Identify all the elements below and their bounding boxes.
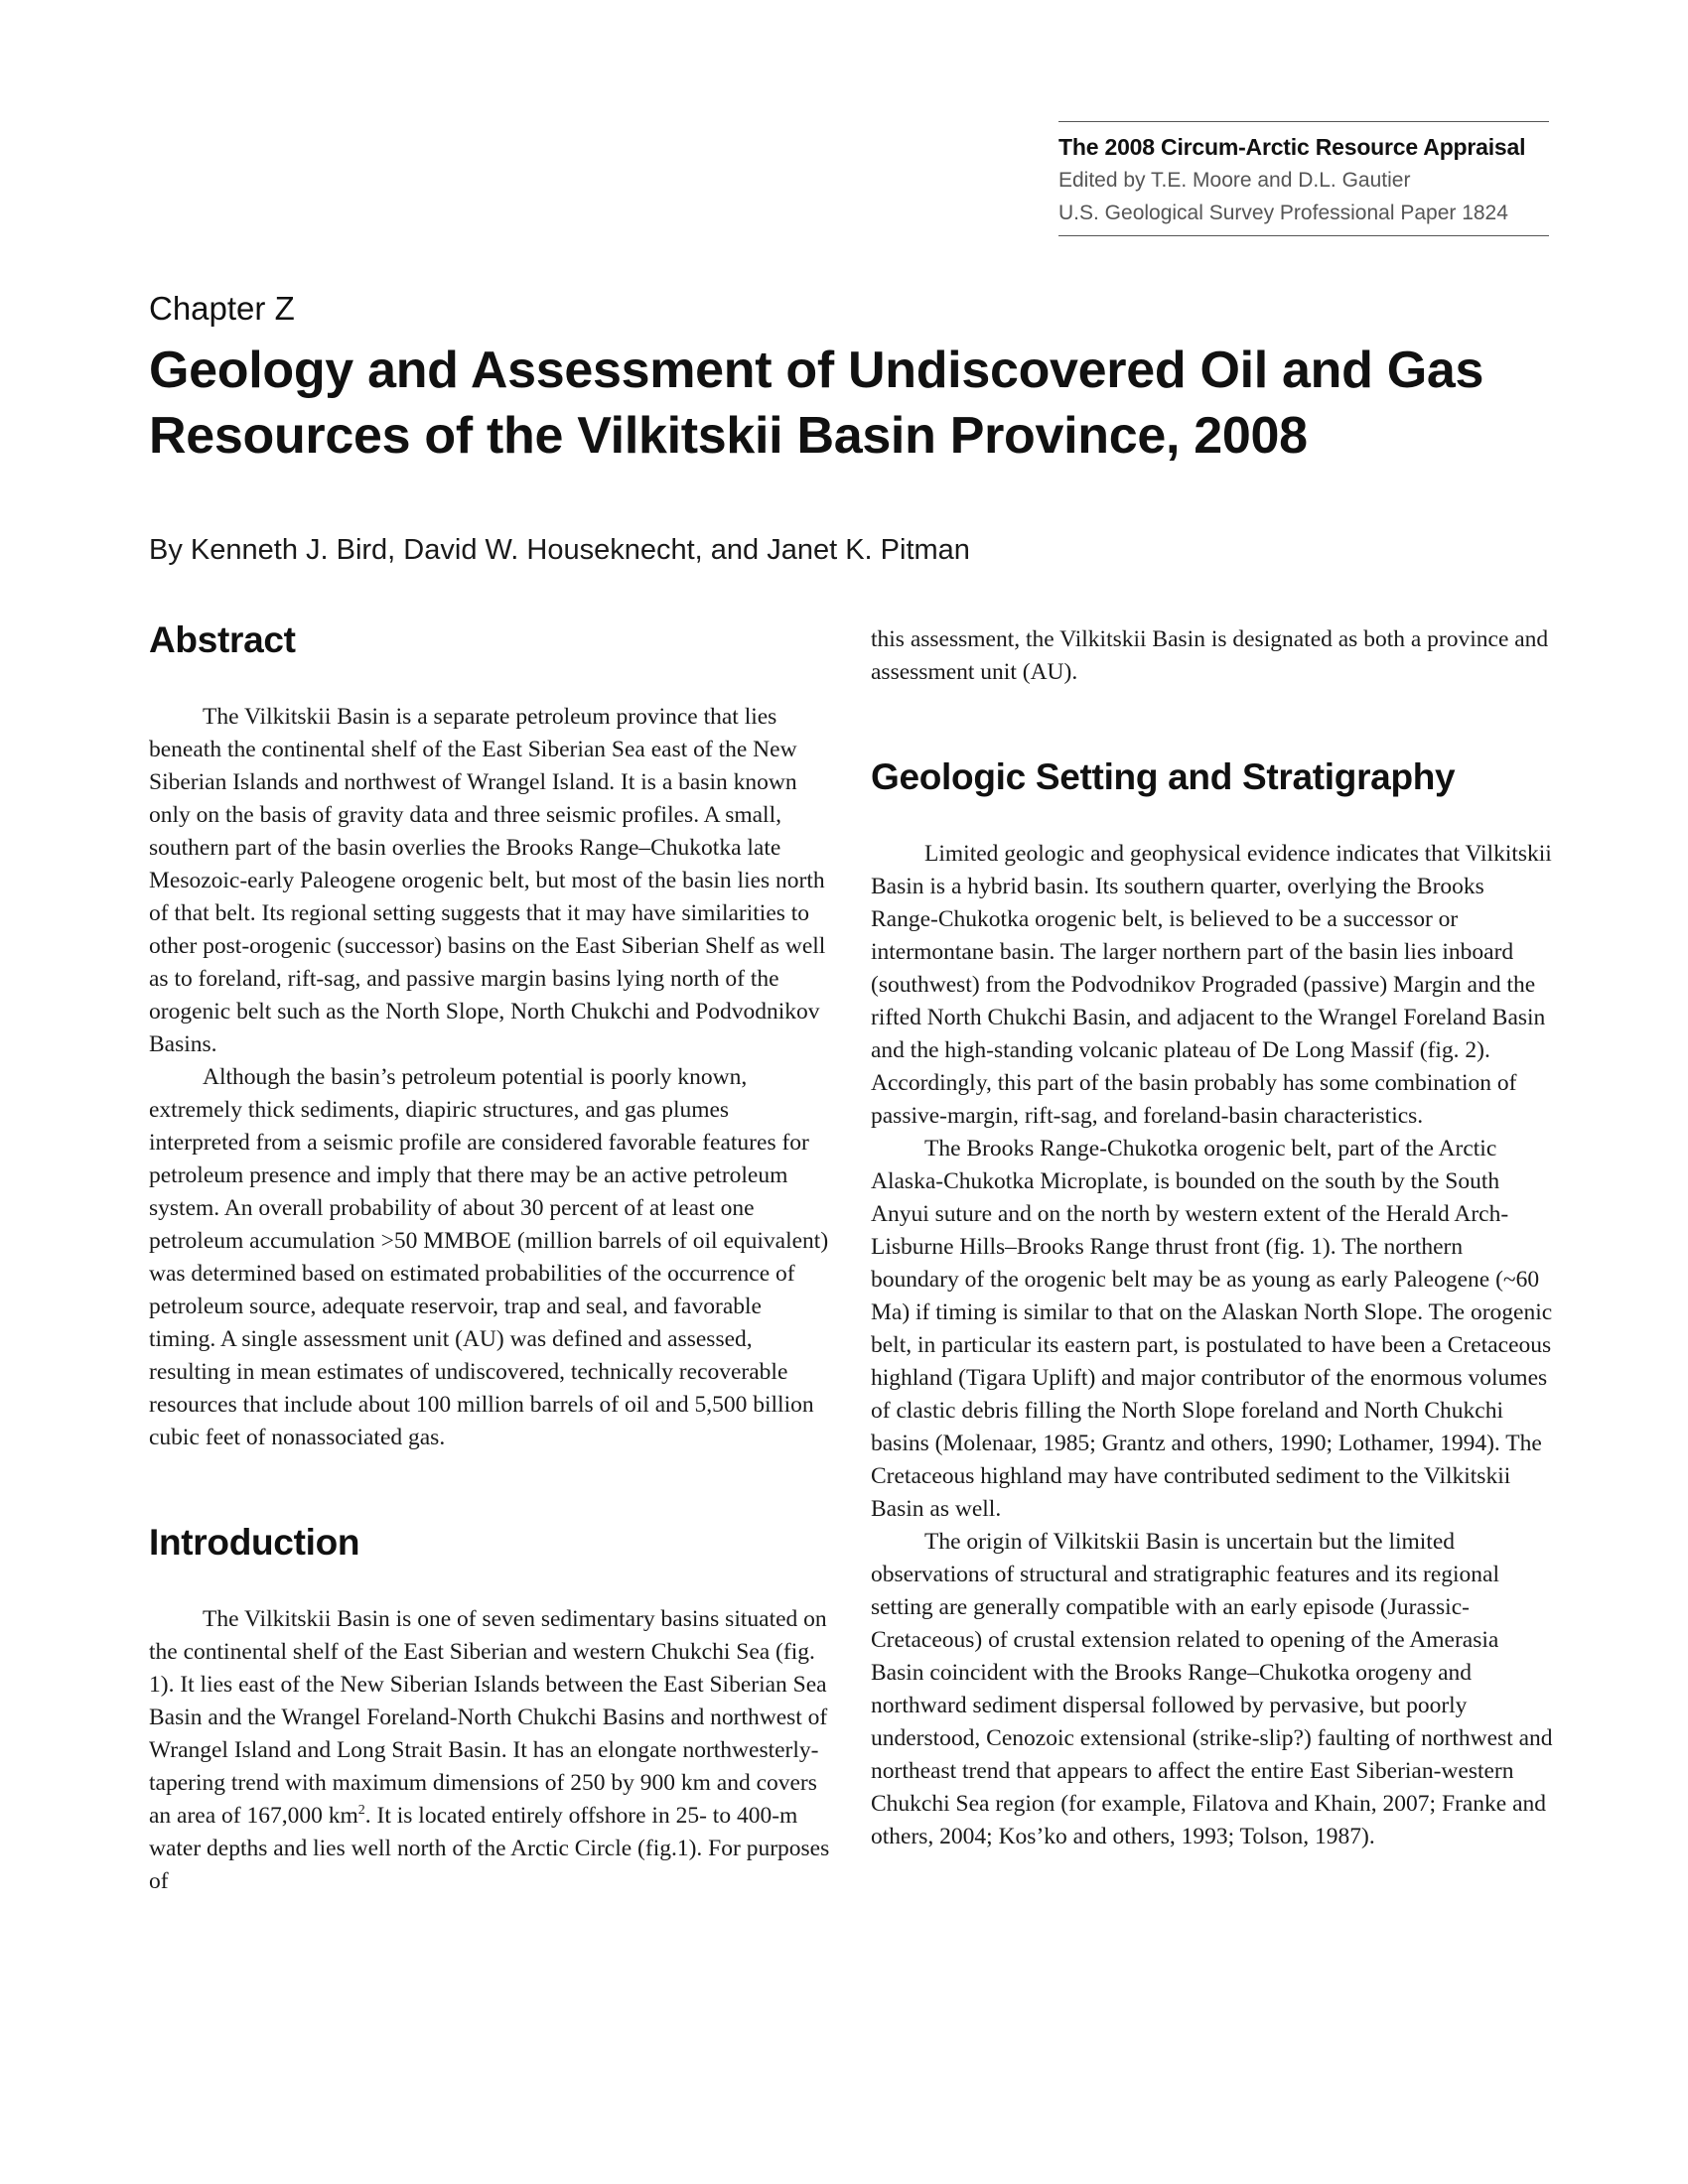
- abstract-paragraph-1: The Vilkitskii Basin is a separate petroleum province that lies beneath the continental shelf of the East Siberian Sea east of the New Siberian Islands and northwest of Wrangel Island. It is a basin known only on the basis of gravity data and three seismic profiles. A small, southern part of the basin overlies the Brooks Range–Chukotka late Mesozoic-early Paleogene orogenic belt, but most of the basin lies north of that belt. Its regional setting suggests that it may have similarities to other post-orogenic (successor) basins on the East Siberian Shelf as well as to foreland, rift-sag, and passive margin basins lying north of the orogenic belt such as the North Slope, North Chukchi and Podvodnikov Basins.: [149, 704, 826, 1057]
- abstract-paragraph-2: Although the basin’s petroleum potential is poorly known, extremely thick sediments, diapiric structures, and gas plumes interpreted from a seismic profile are considered favorable features for petroleum presence and imply that there may be an active petroleum system. An overall probability of about 30 percent of at least one petroleum accumulation >50 MMBOE (million barrels of oil equivalent) was determined based on estimated probabilities of the occurrence of petroleum source, adequate reservoir, trap and seal, and favorable timing. A single assessment unit (AU) was defined and assessed, resulting in mean estimates of undiscovered, technically recoverable resources that include about 100 million barrels of oil and 5,500 billion cubic feet of nonassociated gas.: [149, 1064, 829, 1450]
- intro-text-b: . It is located entirely offshore in 25- to 400-m water depths and lies well north of the Arctic Circle (fig.1). For purposes of: [149, 1803, 830, 1894]
- introduction-paragraph-1: [149, 1603, 834, 1898]
- geologic-paragraph-3: The origin of Vilkitskii Basin is uncertain but the limited observations of structural and stratigraphic features and its regional setting are generally compatible with an early episode (Jurassic-Cretaceous) of crustal extension related to opening of the Amerasia Basin coincident with the Brooks Range–Chukotka orogeny and northward sediment dispersal followed by pervasive, but poorly understood, Cenozoic extensional (strike-slip?) faulting of northwest and northeast trend that appears to affect the entire East Siberian-western Chukchi Sea region (for example, Filatova and Khain, 2007; Franke and others, 2004; Kos’ko and others, 1993; Tolson, 1987).: [871, 1529, 1553, 1849]
- title-line-2: Resources of the Vilkitskii Basin Province, 2008: [149, 407, 1308, 465]
- page-title: [149, 338, 1539, 469]
- introduction-continuation: this assessment, the Vilkitskii Basin is designated as both a province and assessment unit (AU).: [871, 626, 1549, 685]
- abstract-heading: Abstract: [149, 619, 296, 660]
- author-byline: By Kenneth J. Bird, David W. Houseknecht, and Janet K. Pitman: [149, 534, 970, 566]
- geologic-paragraph-1: Limited geologic and geophysical evidence indicates that Vilkitskii Basin is a hybrid basin. Its southern quarter, overlying the Brooks Range-Chukotka orogenic belt, is believed to be a successor or intermontane basin. The larger northern part of the basin lies inboard (southwest) from the Podvodnikov Prograded (passive) Margin and the rifted North Chukchi Basin, and adjacent to the Wrangel Foreland Basin and the high-standing volcanic plateau of De Long Massif (fig. 2). Accordingly, this part of the basin probably has some combination of passive-margin, rift-sag, and foreland-basin characteristics.: [871, 841, 1552, 1129]
- title-line-1: Geology and Assessment of Undiscovered Oil and Gas: [149, 341, 1484, 399]
- series-paper-number: U.S. Geological Survey Professional Paper 1824: [1058, 202, 1508, 224]
- series-title: The 2008 Circum-Arctic Resource Appraisal: [1058, 134, 1526, 160]
- right-column: [871, 623, 1556, 1853]
- geologic-setting-heading: Geologic Setting and Stratigraphy: [871, 756, 1456, 797]
- intro-text-a: The Vilkitskii Basin is one of seven sedimentary basins situated on the continental shelf of the East Siberian and western Chukchi Sea (fig. 1). It lies east of the New Siberian Islands between the East Siberian Sea Basin and the Wrangel Foreland-North Chukchi Basins and northwest of Wrangel Island and Long Strait Basin. It has an elongate northwesterly-tapering trend with maximum dimensions of 250 by 900 km and covers an area of 167,000 km: [149, 1606, 828, 1829]
- series-editors: Edited by T.E. Moore and D.L. Gautier: [1058, 169, 1411, 192]
- introduction-heading: Introduction: [149, 1522, 360, 1563]
- chapter-label: Chapter Z: [149, 290, 295, 327]
- superscript-2: 2: [357, 1803, 365, 1819]
- geologic-paragraph-2: The Brooks Range-Chukotka orogenic belt, part of the Arctic Alaska-Chukotka Microplate, is bounded on the south by the South Anyui suture and on the north by western extent of the Herald Arch-Lisburne Hills–Brooks Range thrust front (fig. 1). The northern boundary of the orogenic belt may be as young as early Paleogene (~60 Ma) if timing is similar to that on the Alaskan North Slope. The orogenic belt, in particular its eastern part, is postulated to have been a Cretaceous highland (Tigara Uplift) and major contributor of the enormous volumes of clastic debris filling the North Slope foreland and North Chukchi basins (Molenaar, 1985; Grantz and others, 1990; Lothamer, 1994). The Cretaceous highland may have contributed sediment to the Vilkitskii Basin as well.: [871, 1136, 1553, 1522]
- left-column: [149, 615, 834, 1898]
- series-header: [1058, 121, 1549, 236]
